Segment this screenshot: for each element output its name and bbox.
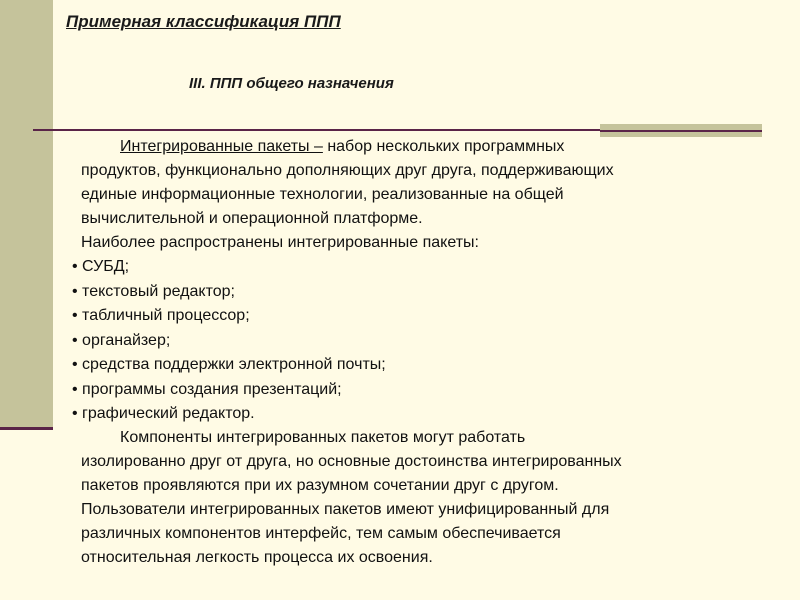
list-item: • органайзер; <box>72 332 171 349</box>
slide-title: Примерная классификация ППП <box>66 12 341 31</box>
intro-first-line-rest: набор нескольких программных <box>322 138 565 155</box>
intro-line: продуктов, функционально дополняющих друг друга, поддерживающих <box>81 162 614 179</box>
list-item: • СУБД; <box>72 258 130 275</box>
list-item: • табличный процессор; <box>72 307 250 324</box>
intro-line: вычислительной и операционной платформе. <box>81 210 423 227</box>
closing-line: изолированно друг от друга, но основные достоинства интегрированных <box>81 453 622 470</box>
lead-in-text: Наиболее распространены интегрированные пакеты: <box>81 234 479 251</box>
intro-line-1 <box>120 137 564 157</box>
list-item: • программы создания презентаций; <box>72 381 342 398</box>
sidebar-underline <box>0 427 53 430</box>
list-item: • текстовый редактор; <box>72 283 235 300</box>
closing-line: различных компонентов интерфейс, тем самым обеспечивается <box>81 525 561 542</box>
slide-subtitle: III. ППП общего назначения <box>189 75 394 92</box>
divider-line <box>33 129 600 131</box>
closing-line: Компоненты интегрированных пакетов могут работать <box>120 429 526 446</box>
list-item: • графический редактор. <box>72 405 255 422</box>
closing-line: относительная легкость процесса их освоения. <box>81 549 433 566</box>
closing-line: пакетов проявляются при их разумном сочетании друг с другом. <box>81 477 559 494</box>
sidebar-decoration <box>0 0 53 428</box>
list-item: • средства поддержки электронной почты; <box>72 356 386 373</box>
intro-term: Интегрированные пакеты – <box>120 138 323 155</box>
intro-line: единые информационные технологии, реализованные на общей <box>81 186 564 203</box>
closing-line: Пользователи интегрированных пакетов имеют унифицированный для <box>81 501 610 518</box>
divider-bar-line <box>600 130 762 132</box>
